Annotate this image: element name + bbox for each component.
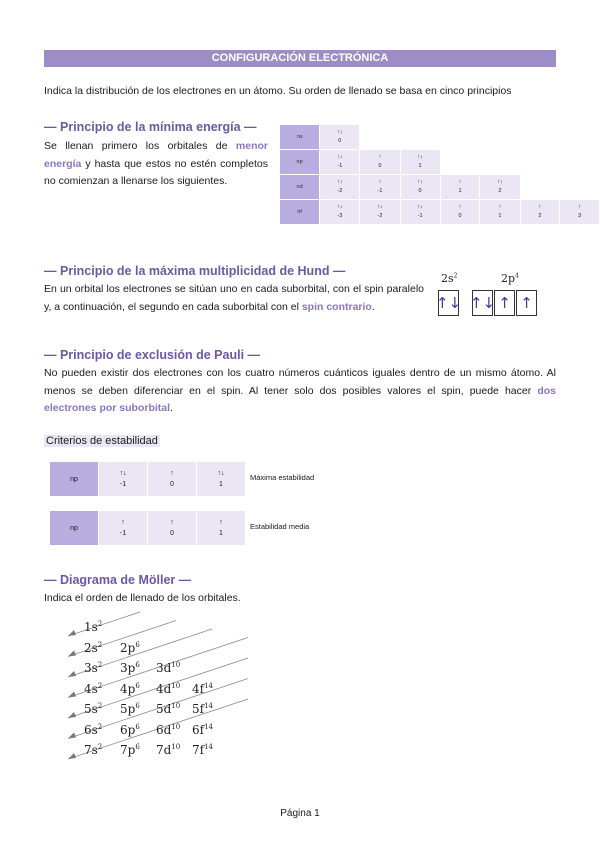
- energy-table-cell: ↑ 0: [441, 200, 480, 224]
- moller-orbital: $5s^2$: [84, 702, 103, 716]
- section-text-hund: En un orbital los electrones se sitúan uno en cada suborbital, con el spin paralelo y, a continuación, el segundo en cada suborbital con el spin contrario.: [44, 283, 424, 313]
- moller-orbital: $5p^6$: [120, 702, 140, 716]
- stability-caption-max: Máxima estabilidad: [250, 473, 315, 482]
- energy-table-cell: ↑↓ -2: [320, 175, 359, 199]
- energy-table-cell: ↑↓ 2: [480, 175, 519, 199]
- moller-orbital: $6s^2$: [84, 722, 103, 737]
- orbital-box: ↑↓: [438, 290, 459, 316]
- moller-orbital: $5f^{14}$: [192, 702, 213, 716]
- energy-table-cell: ↑ -1: [360, 175, 399, 199]
- moller-orbital: $7s^2$: [84, 743, 103, 757]
- moller-orbital: $7f^{14}$: [192, 743, 213, 757]
- stability-cell: ↑↓ 1: [197, 462, 245, 496]
- intro-text: Indica la distribución de los electrones en un átomo. Su orden de llenado se basa en cinco principios: [44, 85, 512, 97]
- moller-orbital: $3s^2$: [84, 661, 103, 675]
- energy-table-row-label: np: [280, 150, 319, 174]
- moller-orbital: $5d^{10}$: [156, 702, 181, 716]
- orbital-box: ↑: [494, 290, 515, 316]
- moller-orbital: $4d^{10}$: [156, 681, 181, 696]
- orbital-box: ↑↓: [472, 290, 493, 316]
- stability-caption-medium: Estabilidad media: [250, 522, 310, 531]
- energy-table-cell: ↑↓ 0: [320, 125, 359, 149]
- stability-cell: ↑ -1: [99, 511, 147, 545]
- stability-cell: ↑↓ -1: [99, 462, 147, 496]
- moller-orbital: $2p^6$: [120, 640, 140, 655]
- stability-row-label: np: [50, 511, 98, 545]
- page-footer: Página 1: [280, 808, 320, 819]
- moller-orbital: $7d^{10}$: [156, 743, 181, 757]
- energy-table-cell: ↑ 2: [521, 200, 560, 224]
- moller-arrowhead: [68, 651, 76, 657]
- moller-arrow-line: [68, 612, 140, 636]
- moller-arrowhead: [68, 630, 76, 636]
- section-title-moller: — Diagrama de Möller —: [44, 573, 192, 587]
- moller-orbital: $3p^6$: [120, 661, 140, 675]
- orbital-box: ↑: [516, 290, 537, 316]
- section-text-pauli: No pueden existir dos electrones con los cuatro números cuánticos iguales dentro de un mismo átomo. Al menos se deben diferenciar en el spin. Al tener solo dos posibles valores el spin, puede hacer dos electrones por suborbital.: [44, 367, 556, 414]
- moller-orbital: $7p^6$: [120, 743, 140, 757]
- energy-table-cell: ↑ 0: [360, 150, 399, 174]
- stability-cell: ↑ 1: [197, 511, 245, 545]
- document-banner: CONFIGURACIÓN ELECTRÓNICA: [44, 50, 556, 67]
- stability-cell: ↑ 0: [148, 511, 196, 545]
- label-2p: $2p^4$: [501, 272, 519, 285]
- moller-orbital: $4p^6$: [120, 681, 140, 696]
- energy-table-cell: ↑↓ -2: [360, 200, 399, 224]
- moller-orbital: $1s^2$: [84, 620, 103, 634]
- section-title-minimum-energy: — Principio de la mínima energía —: [44, 120, 257, 134]
- section-title-pauli: — Principio de exclusión de Pauli —: [44, 348, 261, 362]
- energy-table-row-label: ns: [280, 125, 319, 149]
- energy-table-row-label: nf: [280, 200, 319, 224]
- moller-orbital: $2s^2$: [84, 640, 103, 655]
- moller-orbital: $6f^{14}$: [192, 722, 213, 737]
- moller-orbital: $4s^2$: [84, 681, 103, 696]
- moller-arrowhead: [68, 692, 76, 698]
- moller-orbital: $4f^{14}$: [192, 681, 213, 696]
- label-2s: $2s^2$: [441, 272, 458, 285]
- stability-cell: ↑ 0: [148, 462, 196, 496]
- energy-table-cell: ↑↓ -1: [320, 150, 359, 174]
- moller-arrowhead: [68, 753, 76, 759]
- moller-orbital: $6d^{10}$: [156, 722, 181, 737]
- moller-arrowhead: [68, 733, 76, 739]
- energy-table-cell: ↑ 1: [480, 200, 519, 224]
- moller-orbital: $6p^6$: [120, 722, 140, 737]
- energy-table-cell: ↑↓ -1: [401, 200, 440, 224]
- energy-table-cell: ↑ 3: [560, 200, 599, 224]
- energy-table-row-label: nd: [280, 175, 319, 199]
- moller-orbital: $3d^{10}$: [156, 661, 181, 675]
- moller-arrowhead: [68, 712, 76, 718]
- stability-row-label: np: [50, 462, 98, 496]
- section-text-minimum-energy: Se llenan primero los orbitales de menor energía y hasta que estos no estén completos no comienzan a llenarse los siguientes.: [44, 140, 268, 187]
- stability-title: Criterios de estabilidad: [46, 435, 158, 447]
- energy-table-cell: ↑↓ 0: [401, 175, 440, 199]
- energy-table-cell: ↑↓ -3: [320, 200, 359, 224]
- section-title-hund: — Principio de la máxima multiplicidad de Hund —: [44, 264, 346, 278]
- moller-description: Indica el orden de llenado de los orbitales.: [44, 592, 241, 604]
- energy-table-cell: ↑↓ 1: [401, 150, 440, 174]
- moller-arrowhead: [68, 671, 76, 677]
- energy-table-cell: ↑ 1: [441, 175, 480, 199]
